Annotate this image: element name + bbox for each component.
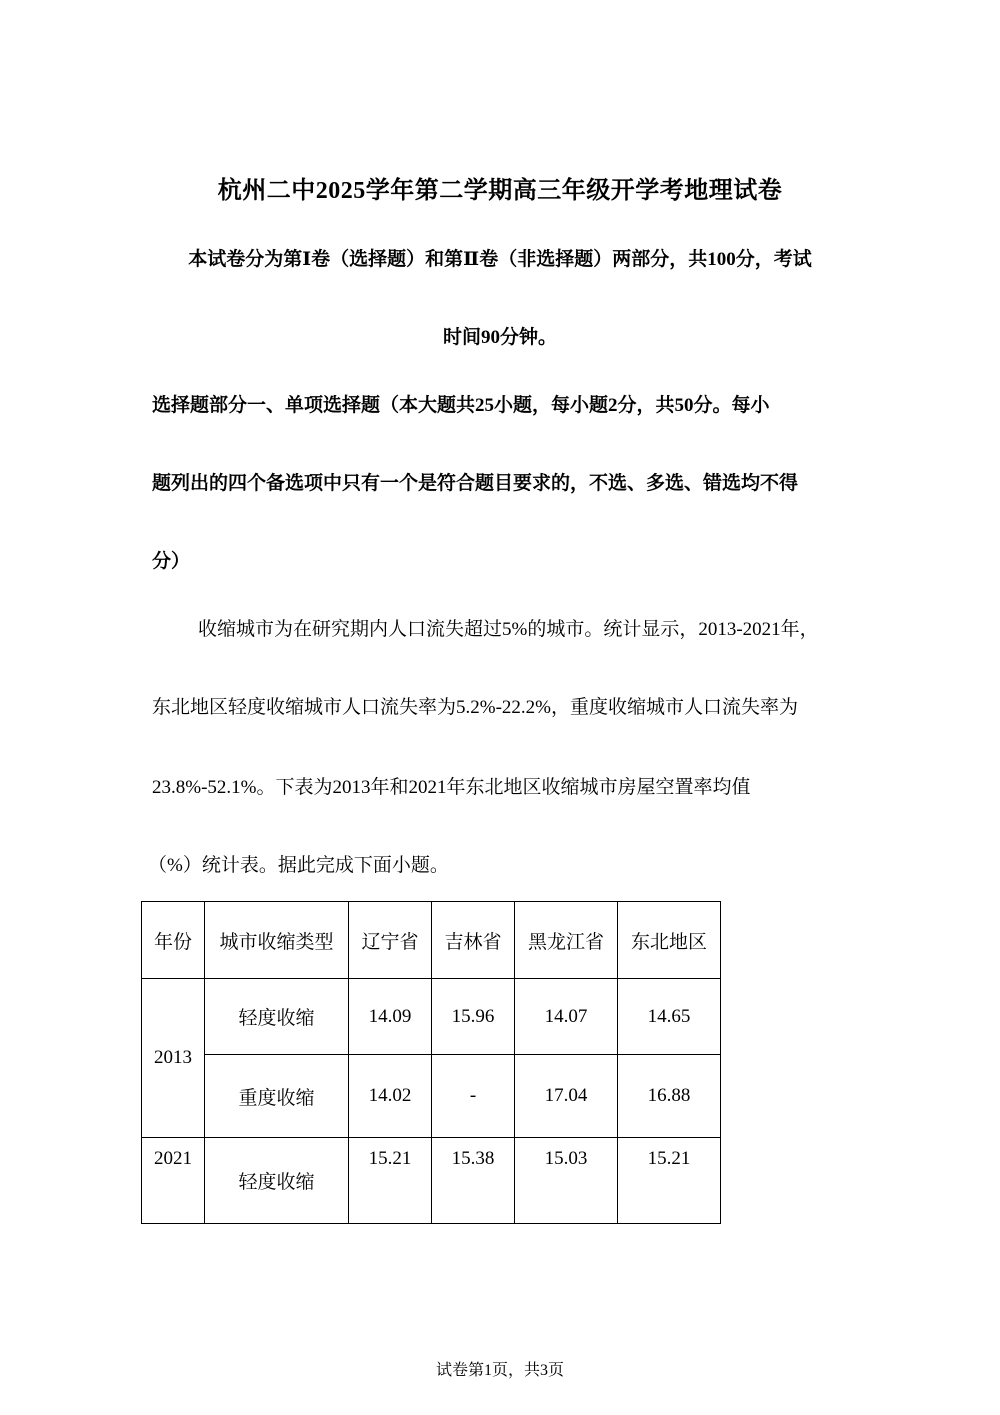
page-title: 杭州二中2025学年第二学期高三年级开学考地理试卷 <box>217 178 783 204</box>
header-heilongjiang: 黑龙江省 <box>515 902 618 979</box>
cell-value: 14.09 <box>349 979 432 1055</box>
cell-year-2013: 2013 <box>142 979 205 1138</box>
table-row <box>142 979 721 1055</box>
passage-line-4: （%）统计表。据此完成下面小题。 <box>148 855 449 876</box>
header-northeast: 东北地区 <box>618 902 721 979</box>
cell-value: 16.88 <box>618 1055 721 1138</box>
page-footer: 试卷第1页，共3页 <box>435 1362 564 1379</box>
table-row <box>142 1138 721 1224</box>
cell-value: 14.65 <box>618 979 721 1055</box>
passage-line-3: 23.8%-52.1%。下表为2013年和2021年东北地区收缩城市房屋空置率均值 <box>152 777 751 798</box>
section-heading-line-2: 题列出的四个备选项中只有一个是符合题目要求的，不选、多选、错选均不得 <box>152 473 799 494</box>
header-year: 年份 <box>142 902 205 979</box>
cell-value: 15.96 <box>432 979 515 1055</box>
header-shrink-type: 城市收缩类型 <box>205 902 349 979</box>
exam-intro-line-1: 本试卷分为第Ⅰ卷（选择题）和第Ⅱ卷（非选择题）两部分，共100分，考试 <box>188 249 812 270</box>
cell-type: 轻度收缩 <box>205 979 349 1055</box>
cell-type: 轻度收缩 <box>205 1138 349 1224</box>
cell-value: - <box>432 1055 515 1138</box>
cell-value: 15.21 <box>349 1138 432 1224</box>
cell-value: 14.07 <box>515 979 618 1055</box>
cell-year-2021: 2021 <box>142 1138 205 1224</box>
exam-intro-line-2: 时间90分钟。 <box>442 327 557 348</box>
passage-line-2: 东北地区轻度收缩城市人口流失率为5.2%-22.2%，重度收缩城市人口流失率为 <box>152 697 798 718</box>
table-header-row <box>142 902 721 979</box>
header-jilin: 吉林省 <box>432 902 515 979</box>
cell-value: 17.04 <box>515 1055 618 1138</box>
cell-value: 15.38 <box>432 1138 515 1224</box>
vacancy-rate-table <box>141 901 721 1224</box>
cell-value: 14.02 <box>349 1055 432 1138</box>
passage-line-1: 收缩城市为在研究期内人口流失超过5%的城市。统计显示，2013-2021年， <box>198 619 819 640</box>
section-heading-line-3: 分） <box>152 551 191 572</box>
cell-value: 15.21 <box>618 1138 721 1224</box>
cell-type: 重度收缩 <box>205 1055 349 1138</box>
section-heading-line-1: 选择题部分一、单项选择题（本大题共25小题，每小题2分，共50分。每小 <box>152 395 770 416</box>
header-liaoning: 辽宁省 <box>349 902 432 979</box>
table-row <box>142 1055 721 1138</box>
cell-value: 15.03 <box>515 1138 618 1224</box>
